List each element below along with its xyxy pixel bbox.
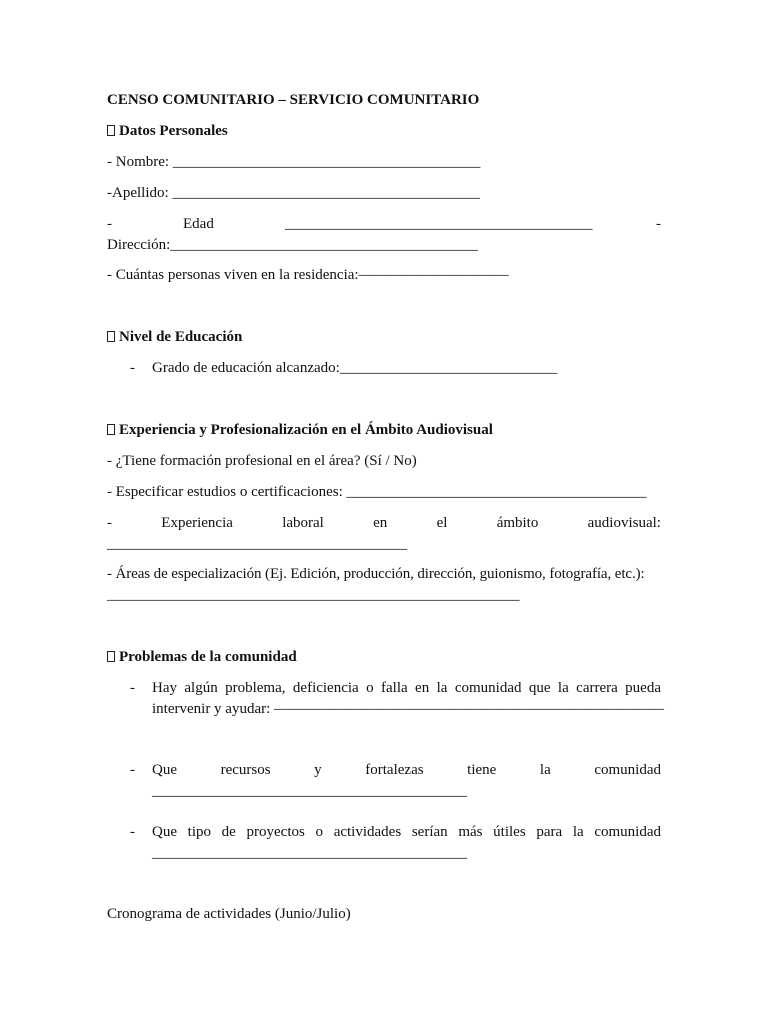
list-dash: - bbox=[130, 680, 135, 696]
answer-line: __________________________________________ bbox=[152, 845, 467, 861]
checkbox-icon bbox=[107, 424, 115, 435]
heading-text: Datos Personales bbox=[119, 123, 228, 139]
field-areas[interactable]: - Áreas de especialización (Ej. Edición, producción, dirección, guionismo, fotografía, etc.): bbox=[107, 566, 645, 582]
experiencia-word: en bbox=[373, 515, 388, 531]
question-word: recursos bbox=[220, 762, 271, 778]
question-proyectos[interactable] bbox=[130, 822, 661, 864]
question-word: tiene bbox=[467, 762, 497, 778]
field-apellido[interactable]: -Apellido: _________________________________________ bbox=[107, 185, 480, 201]
question-text-line2: intervenir y ayudar: —————————————————————————— bbox=[152, 701, 665, 717]
question-words bbox=[152, 760, 661, 781]
experiencia-word: ámbito bbox=[496, 515, 539, 531]
question-problema[interactable] bbox=[130, 678, 665, 720]
field-formacion[interactable]: - ¿Tiene formación profesional en el área? (Sí / No) bbox=[107, 453, 417, 469]
question-text-line1: Hay algún problema, deficiencia o falla en la comunidad que la carrera pueda bbox=[152, 680, 661, 696]
checkbox-icon bbox=[107, 125, 115, 136]
answer-line: __________________________________________ bbox=[152, 783, 467, 799]
heading-text: Problemas de la comunidad bbox=[119, 649, 297, 665]
section-heading-audiovisual bbox=[107, 420, 661, 441]
question-word: la bbox=[539, 762, 551, 778]
list-dash: - bbox=[130, 762, 135, 778]
checkbox-icon bbox=[107, 331, 115, 342]
list-dash: - bbox=[130, 824, 135, 840]
section-heading-personal bbox=[107, 121, 661, 142]
experiencia-word: laboral bbox=[282, 515, 324, 531]
edad-label: Edad bbox=[183, 216, 214, 232]
experiencia-word: audiovisual: bbox=[587, 515, 661, 531]
document-title: CENSO COMUNITARIO – SERVICIO COMUNITARIO bbox=[107, 92, 480, 108]
question-word: fortalezas bbox=[365, 762, 424, 778]
question-word: comunidad bbox=[594, 762, 661, 778]
direccion-dash: - bbox=[656, 216, 661, 232]
edad-line: _________________________________________ bbox=[285, 216, 593, 232]
edad-dash: - bbox=[107, 216, 112, 232]
experiencia-word: - bbox=[107, 515, 112, 531]
footer-cronograma: Cronograma de actividades (Junio/Julio) bbox=[107, 906, 351, 922]
heading-text: Nivel de Educación bbox=[119, 329, 243, 345]
question-recursos[interactable] bbox=[130, 760, 661, 802]
field-estudios[interactable]: - Especificar estudios o certificaciones: ________________________________________ bbox=[107, 484, 647, 500]
experiencia-word: el bbox=[436, 515, 448, 531]
heading-text: Experiencia y Profesionalización en el Ámbito Audiovisual bbox=[119, 422, 493, 438]
list-dash: - bbox=[130, 360, 135, 376]
field-grado[interactable] bbox=[130, 358, 661, 379]
question-word: y bbox=[314, 762, 322, 778]
field-experiencia[interactable] bbox=[107, 513, 661, 534]
experiencia-line[interactable]: ________________________________________ bbox=[107, 536, 407, 552]
question-word: Que bbox=[152, 762, 177, 778]
grado-text: Grado de educación alcanzado:_____________________________ bbox=[152, 360, 558, 376]
areas-line[interactable]: _______________________________________________________ bbox=[107, 587, 520, 603]
section-heading-education bbox=[107, 327, 661, 348]
field-nombre[interactable]: - Nombre: _________________________________________ bbox=[107, 154, 481, 170]
question-text-line1: Que tipo de proyectos o actividades serían más útiles para la comunidad bbox=[152, 824, 661, 840]
field-edad[interactable] bbox=[107, 214, 661, 235]
field-direccion[interactable]: Dirección:_________________________________________ bbox=[107, 237, 478, 253]
experiencia-word: Experiencia bbox=[161, 515, 233, 531]
section-heading-community bbox=[107, 647, 661, 668]
field-personas[interactable]: - Cuántas personas viven en la residencia:—————————— bbox=[107, 267, 509, 283]
checkbox-icon bbox=[107, 651, 115, 662]
